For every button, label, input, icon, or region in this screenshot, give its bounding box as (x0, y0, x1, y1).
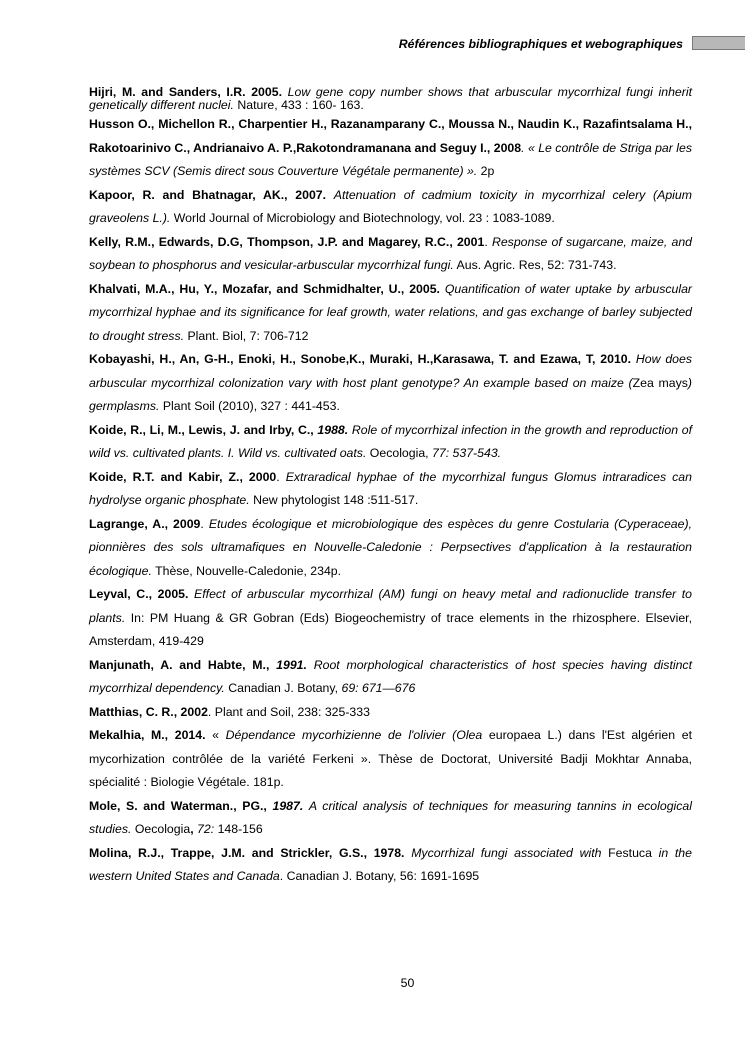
reference-kobayashi-2010: Kobayashi, H., An, G-H., Enoki, H., Sonobe,K., Muraki, H.,Karasawa, T. and Ezawa, T, 2010. How does arbuscular mycorrhizal colonization vary with host plant genotype? An example based on maize (Zea mays) germplasms. Plant Soil (2010), 327 : 441-453. (89, 352, 693, 413)
reference-koide-1988: Koide, R., Li, M., Lewis, J. and Irby, C., 1988. Role of mycorrhizal infection in the growth and reproduction of wild vs. cultivated plants. I. Wild vs. cultivated oats. Oecologia, 77: 537-543. (89, 422, 693, 460)
page-number: 50 (400, 976, 415, 990)
reference-kapoor-2007: Kapoor, R. and Bhatnagar, AK., 2007. Attenuation of cadmium toxicity in mycorrhizal celery (Apium graveolens L.). World Journal of Microbiology and Biotechnology, vol. 23 : 1083-1089. (89, 187, 692, 225)
header-decorative-bar (692, 36, 745, 50)
reference-leyval-2005: Leyval, C., 2005. Effect of arbuscular mycorrhizal (AM) fungi on heavy metal and radionuclide transfer to plants. In: PM Huang & GR Gobran (Eds) Biogeochemistry of trace elements in the rhizosphere. Elsevier, Amsterdam, 419-429 (89, 587, 692, 648)
reference-matthias-2002: Matthias, C. R., 2002. Plant and Soil, 238: 325-333 (89, 704, 370, 719)
running-header-title: Références bibliographiques et webographiques (398, 37, 683, 51)
reference-lagrange-2009: Lagrange, A., 2009. Etudes écologique et microbiologique des espèces du genre Costularia (Cyperaceae), pionnières des sols ultramafiques en Nouvelle-Caledonie : Perpsectives d'application à la restauration écologique. Thèse, Nouvelle-Caledonie, 234p. (89, 516, 692, 578)
reference-kelly-2001: Kelly, R.M., Edwards, D.G, Thompson, J.P. and Magarey, R.C., 2001. Response of sugarcane, maize, and soybean to phosphorus and vesicular-arbuscular mycorrhizal fungi. Aus. Agric. Res, 52: 731-743. (89, 234, 693, 272)
reference-husson-2008: Husson O., Michellon R., Charpentier H., Razanamparany C., Moussa N., Naudin K., Razafintsalama H., Rakotoarinivo C., Andrianaivo A. P.,Rakotondramanana and Seguy I., 2008. « Le contrôle de Striga par les systèmes SCV (Semis direct sous Couverture Végétale permanente) ». 2p (89, 117, 692, 178)
reference-hijri-2005: Hijri, M. and Sanders, I.R. 2005. Low gene copy number shows that arbuscular mycorrhizal fungi inherit genetically different nuclei. Nature, 433 : 160- 163. (89, 85, 692, 112)
reference-mole-1987: Mole, S. and Waterman., PG., 1987. A critical analysis of techniques for measuring tannins in ecological studies. Oecologia, 72: 148-156 (89, 798, 693, 836)
reference-list (89, 86, 692, 889)
reference-koide-2000: Koide, R.T. and Kabir, Z., 2000. Extraradical hyphae of the mycorrhizal fungus Glomus intraradices can hydrolyse organic phosphate. New phytologist 148 :511-517. (89, 469, 692, 507)
reference-mekalhia-2014: Mekalhia, M., 2014. « Dépendance mycorhizienne de l'olivier (Olea europaea L.) dans l'Est algérien et mycorhization contrôlée de la variété Ferkeni ». Thèse de Doctorat, Université Badji Mokhtar Annaba, spécialité : Biologie Végétale. 181p. (89, 728, 692, 789)
reference-khalvati-2005: Khalvati, M.A., Hu, Y., Mozafar, and Schmidhalter, U., 2005. Quantification of water uptake by arbuscular mycorrhizal hyphae and its significance for leaf growth, water relations, and gas exchange of barley subjected to drought stress. Plant. Biol, 7: 706-712 (89, 281, 693, 343)
reference-molina-1978: Molina, R.J., Trappe, J.M. and Strickler, G.S., 1978. Mycorrhizal fungi associated with Festuca in the western United States and Canada. Canadian J. Botany, 56: 1691-1695 (89, 845, 692, 883)
reference-manjunath-1991: Manjunath, A. and Habte, M., 1991. Root morphological characteristics of host species having distinct mycorrhizal dependency. Canadian J. Botany, 69: 671—676 (89, 657, 692, 695)
